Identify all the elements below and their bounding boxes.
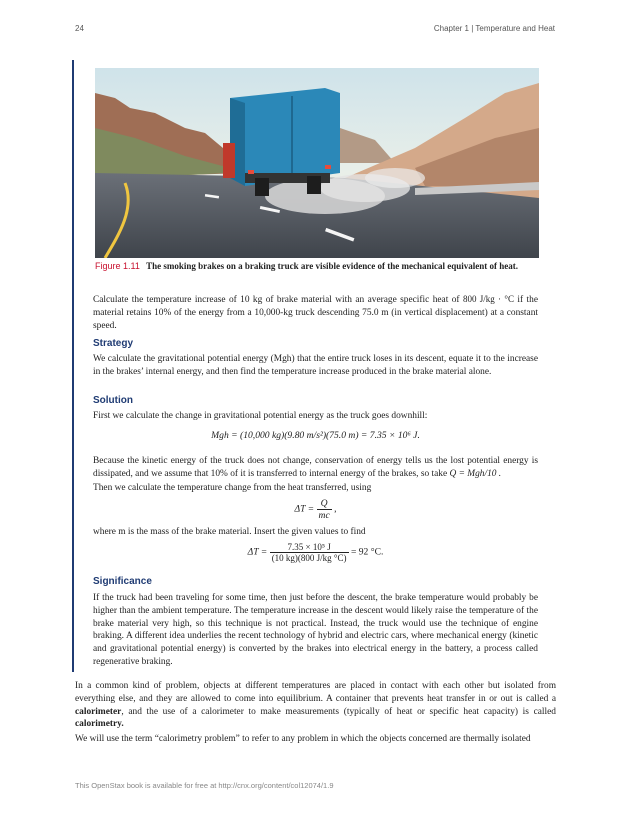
eq3-rhs: = 92 °C. [350, 546, 384, 558]
eq2-denominator: mc [318, 510, 330, 521]
truck-wheel [307, 176, 321, 194]
equation-potential-energy: Mgh = (10,000 kg)(9.80 m/s²)(75.0 m) = 7.35 × 10⁶ J. [211, 430, 420, 441]
calorimetry-problem-paragraph: We will use the term “calorimetry problem” to refer to any problem in which the objects concerned are thermally isolated [75, 734, 531, 744]
brake-smoke [365, 168, 425, 188]
solution-paragraph-2 [93, 455, 538, 481]
truck-braking-illustration [95, 68, 539, 258]
truck-wheel [255, 178, 269, 196]
eq2-numerator: Q [317, 498, 332, 510]
eq2-lhs: ΔT = [294, 503, 315, 515]
specific-heat-value: 800 J/kg · °C [462, 294, 514, 304]
inline-equation: Q = Mgh/10 . [449, 468, 502, 479]
problem-text: Calculate the temperature increase of 10 kg of brake material with an average specific heat of [93, 295, 460, 305]
solution-heading: Solution [93, 395, 133, 406]
eq3-lhs: ΔT = [247, 546, 268, 558]
chapter-title: Chapter 1 | Temperature and Heat [433, 24, 555, 33]
body-text: In a common kind of problem, objects at different temperatures are placed in contact with each other but isolated from everything else, and they are allowed to come into equilibrium. A container that prevents heat transfer in or out is called a [75, 681, 556, 704]
figure-label: Figure 1.11 [95, 261, 140, 271]
solution-paragraph-3: Then we calculate the temperature change from the heat transferred, using [93, 483, 372, 493]
significance-text: If the truck had been traveling for some time, then just before the descent, the brake temperature would probably be higher than the ambient temperature. The temperature increase in the descent would likely raise the temperature of the brake material very high, so this technique is not practical. Instead, the truck would use the technique of engine braking. A different idea underlies the recent technology of hybrid and electric cars, where mechanical energy (kinetic and gravitational potential energy) is converted by the brakes into electrical energy in the battery, a process called regenerative braking. [93, 593, 538, 667]
body-text: , and the use of a calorimeter to make measurements (typically of heat or specific heat capacity) is called [121, 706, 556, 717]
solution-text: Because the kinetic energy of the truck does not change, conservation of energy tells us the lost potential energy is dissipated, and we assume that 10% of it is transferred to internal energy of the brakes, so take [93, 456, 538, 479]
calorimetry-paragraph [75, 680, 556, 731]
figure-caption [95, 261, 540, 271]
figure-caption-text: The smoking brakes on a braking truck are visible evidence of the mechanical equivalent of heat. [146, 261, 518, 271]
equation-result [93, 542, 538, 563]
problem-statement [93, 293, 538, 332]
page-footer: This OpenStax book is available for free at http://cnx.org/content/col12074/1.9 [75, 781, 334, 790]
solution-paragraph-4: where m is the mass of the brake material. Insert the given values to find [93, 527, 366, 537]
tail-light [248, 170, 254, 174]
equation-delta-t [93, 498, 538, 521]
eq3-fraction [270, 542, 349, 563]
page-number: 24 [75, 24, 84, 33]
term-calorimeter: calorimeter [75, 706, 122, 717]
eq2-fraction [317, 498, 332, 521]
truck-trailer [230, 88, 340, 186]
significance-heading: Significance [93, 576, 152, 587]
problem-text-rest: the material retains 10% of the energy from a 10,000-kg truck descending 75.0 m (in vertical displacement) at a constant speed. [93, 295, 538, 331]
tail-light [325, 165, 331, 169]
eq3-denominator: (10 kg)(800 J/kg °C) [271, 553, 347, 563]
eq3-numerator: 7.35 × 10⁵ J [270, 542, 349, 553]
problem-text-if: if [517, 295, 524, 305]
term-calorimetry: calorimetry. [75, 719, 124, 730]
example-sidebar-rule [72, 60, 74, 672]
solution-intro: First we calculate the change in gravitational potential energy as the truck goes downhill: [93, 411, 428, 421]
truck-cab [223, 143, 235, 178]
strategy-heading: Strategy [93, 338, 134, 349]
strategy-text: We calculate the gravitational potential energy (Mgh) that the entire truck loses in its descent, equate it to the increase in the brakes’ internal energy, and then find the temperature increase produced in the brake material alone. [93, 354, 538, 377]
eq2-tail: , [334, 503, 337, 515]
